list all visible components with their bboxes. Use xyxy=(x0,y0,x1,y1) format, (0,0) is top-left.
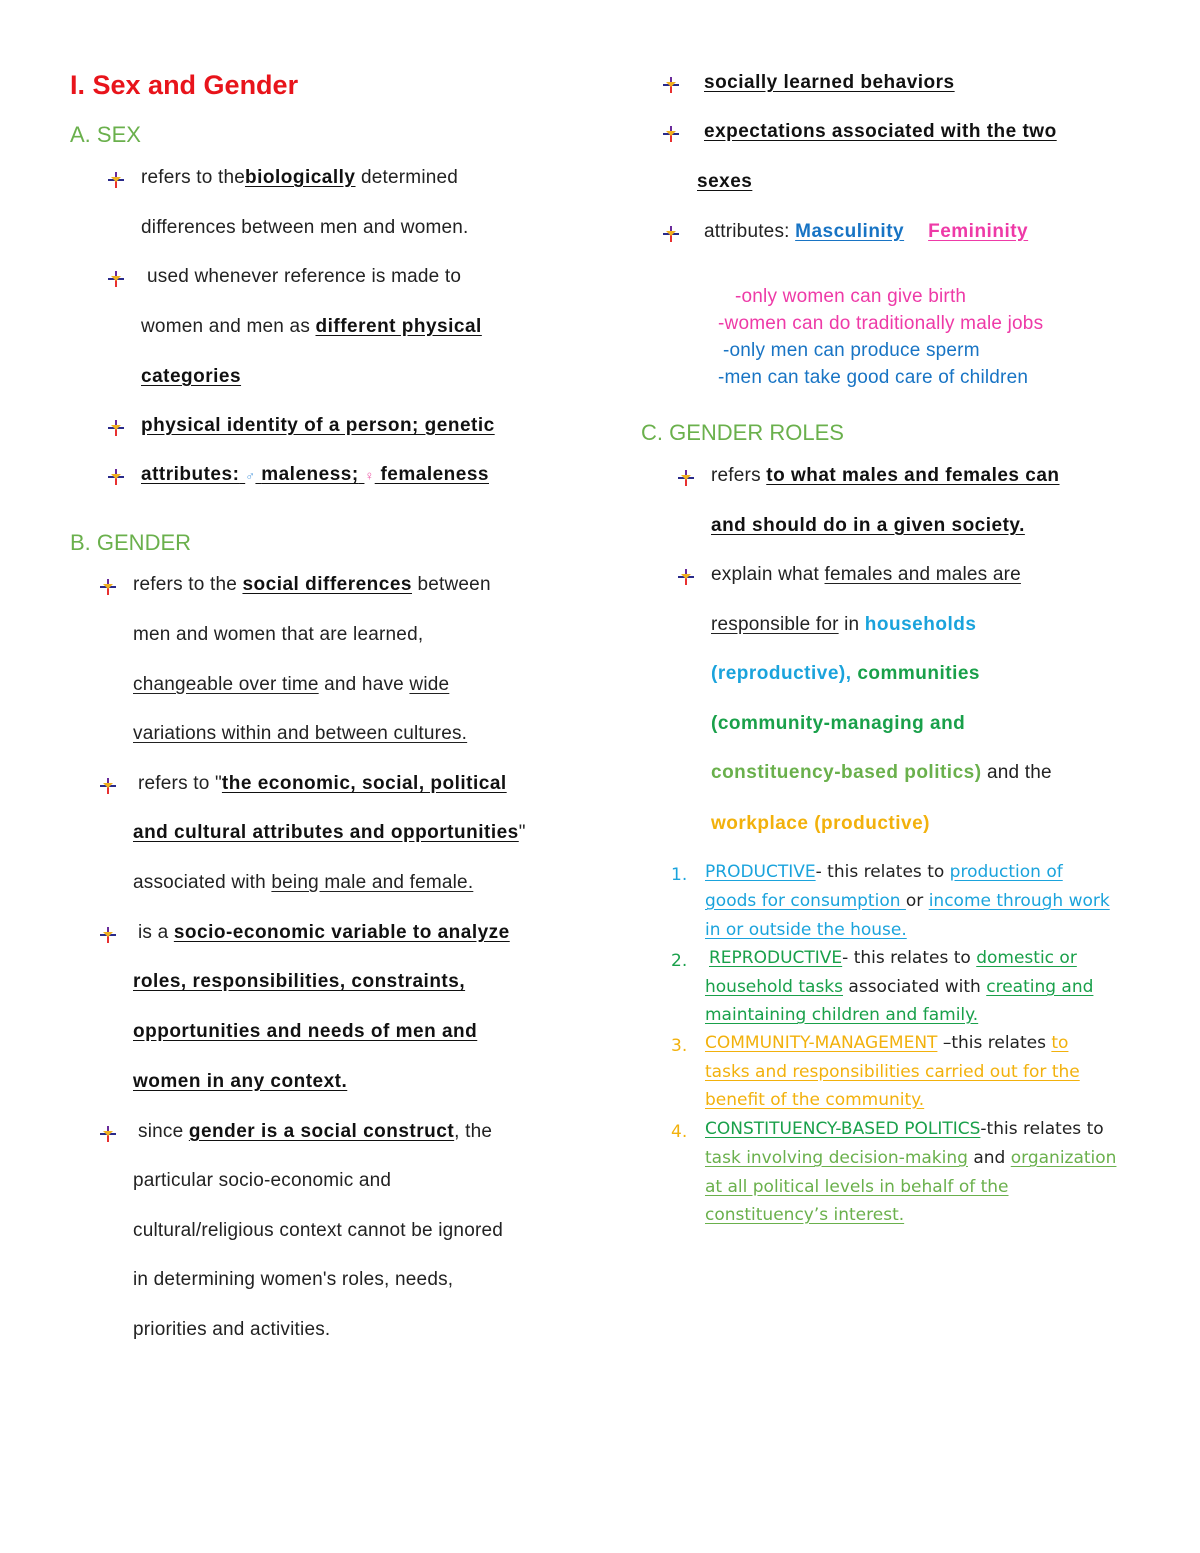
list-item-politics: CONSTITUENCY-BASED POLITICS-this relates to xyxy=(705,1119,1104,1139)
sex-bullet-2-line3: categories xyxy=(141,366,242,387)
gender-bullet-2-line3: associated with being male and female. xyxy=(133,872,474,893)
gender-bullet-3: is a socio-economic variable to analyze xyxy=(138,922,510,943)
bullet-icon xyxy=(108,469,124,485)
gender-bullet-1-line2: men and women that are learned, xyxy=(133,624,424,645)
gender-bullet-3-line2: roles, responsibilities, constraints, xyxy=(133,971,466,992)
bullet-icon xyxy=(100,1126,116,1142)
list-item-productive: PRODUCTIVE- this relates to production of xyxy=(705,862,1063,882)
list-item-community-line3: benefit of the community. xyxy=(705,1090,925,1110)
sex-bullet-4: attributes: ♂ maleness; ♀ femaleness xyxy=(141,464,489,485)
gender-bullet-1-line3: changeable over time and have wide xyxy=(133,674,450,695)
bullet-icon xyxy=(108,172,124,188)
bullet-icon xyxy=(100,778,116,794)
list-number-1: 1. xyxy=(671,865,688,885)
bullet-icon xyxy=(108,420,124,436)
roles-bullet-2-line6: workplace (productive) xyxy=(711,813,930,834)
list-item-politics-line3: at all political levels in behalf of the xyxy=(705,1177,1009,1197)
gender-bullet-7: attributes: Masculinity Femininity xyxy=(704,221,1029,242)
list-item-community: COMMUNITY-MANAGEMENT –this relates to xyxy=(705,1033,1069,1053)
list-number-3: 3. xyxy=(671,1036,688,1056)
bullet-icon xyxy=(663,126,679,142)
list-item-reproductive: REPRODUCTIVE- this relates to domestic or xyxy=(709,948,1077,968)
list-item-reproductive-line2: household tasks associated with creating and xyxy=(705,977,1094,997)
bullet-icon xyxy=(663,77,679,93)
gender-bullet-4-line3: cultural/religious context cannot be ignored xyxy=(133,1220,504,1241)
gender-bullet-3-line3: opportunities and needs of men and xyxy=(133,1021,478,1042)
note-1: -only women can give birth xyxy=(735,286,967,307)
roles-bullet-1: refers to what males and females can xyxy=(711,465,1060,486)
bullet-icon xyxy=(663,226,679,242)
list-item-politics-line2: task involving decision-making and organization xyxy=(705,1148,1117,1168)
roles-bullet-2-line2: responsible for in households xyxy=(711,614,977,635)
gender-bullet-4-line5: priorities and activities. xyxy=(133,1319,331,1340)
sex-bullet-1: refers to thebiologically determined xyxy=(141,167,459,188)
roles-bullet-2: explain what females and males are xyxy=(711,564,1021,585)
sex-bullet-3: physical identity of a person; genetic xyxy=(141,415,495,436)
sex-bullet-2: used whenever reference is made to xyxy=(147,266,462,287)
gender-bullet-1: refers to the social differences between xyxy=(133,574,491,595)
gender-bullet-4: since gender is a social construct, the xyxy=(138,1121,493,1142)
section-heading-gender: B. GENDER xyxy=(70,530,192,555)
list-item-productive-line3: in or outside the house. xyxy=(705,920,907,940)
list-number-2: 2. xyxy=(671,951,688,971)
page-title: I. Sex and Gender xyxy=(70,70,299,100)
gender-bullet-2-line2: and cultural attributes and opportunities" xyxy=(133,822,526,843)
section-heading-sex: A. SEX xyxy=(70,122,141,147)
gender-bullet-4-line4: in determining women's roles, needs, xyxy=(133,1269,454,1290)
list-item-productive-line2: goods for consumption or income through work xyxy=(705,891,1110,911)
gender-bullet-6: expectations associated with the two xyxy=(704,121,1057,142)
gender-bullet-3-line4: women in any context. xyxy=(133,1071,348,1092)
bullet-icon xyxy=(100,927,116,943)
section-heading-gender-roles: C. GENDER ROLES xyxy=(641,420,844,445)
note-3: -only men can produce sperm xyxy=(723,340,980,361)
list-item-community-line2: tasks and responsibilities carried out for the xyxy=(705,1062,1080,1082)
gender-bullet-1-line4: variations within and between cultures. xyxy=(133,723,468,744)
note-2: -women can do traditionally male jobs xyxy=(718,313,1044,334)
bullet-icon xyxy=(108,271,124,287)
sex-bullet-1-line2: differences between men and women. xyxy=(141,217,469,238)
roles-bullet-2-line3: (reproductive), communities xyxy=(711,663,981,684)
list-item-reproductive-line3: maintaining children and family. xyxy=(705,1005,979,1025)
note-4: -men can take good care of children xyxy=(718,367,1029,388)
bullet-icon xyxy=(678,470,694,486)
list-item-politics-line4: constituency’s interest. xyxy=(705,1205,905,1225)
gender-bullet-5: socially learned behaviors xyxy=(704,72,955,93)
list-number-4: 4. xyxy=(671,1122,688,1142)
bullet-icon xyxy=(678,569,694,585)
sex-bullet-2-line2: women and men as different physical xyxy=(141,316,482,337)
roles-bullet-2-line4: (community-managing and xyxy=(711,713,966,734)
bullet-icon xyxy=(100,579,116,595)
gender-bullet-2: refers to "the economic, social, political xyxy=(138,773,507,794)
gender-bullet-6-line2: sexes xyxy=(697,171,753,192)
gender-bullet-4-line2: particular socio-economic and xyxy=(133,1170,392,1191)
male-symbol-icon: ♂ xyxy=(245,468,256,483)
female-symbol-icon: ♀ xyxy=(364,468,375,483)
roles-bullet-1-line2: and should do in a given society. xyxy=(711,515,1025,536)
roles-bullet-2-line5: constituency-based politics) and the xyxy=(711,762,1052,783)
